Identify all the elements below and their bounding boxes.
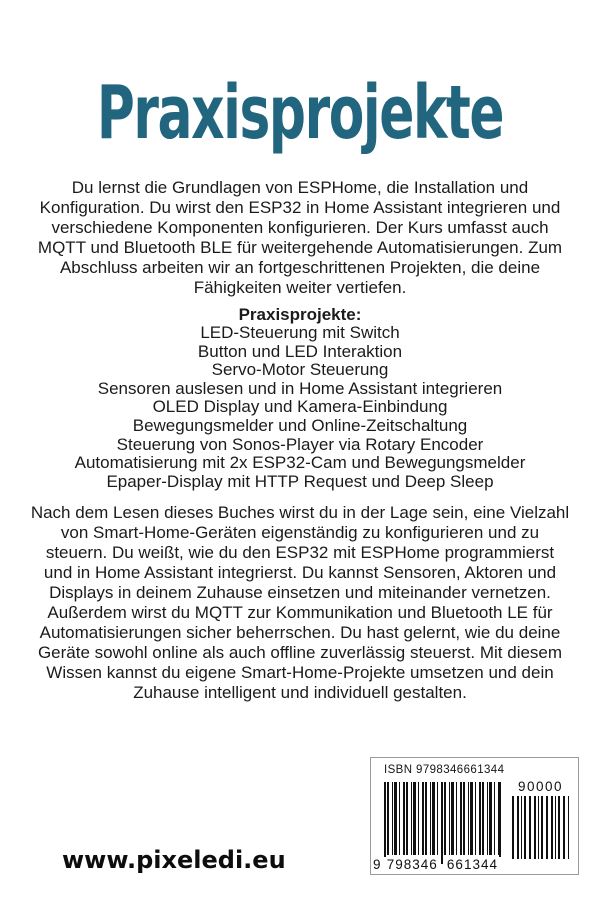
outro-paragraph [30, 503, 570, 703]
barcode-digits [373, 857, 501, 872]
text-line: steuern. Du weißt, wie du den ESP32 mit ESPHome programmierst [45, 543, 555, 563]
barcode-digit-left: 9 [373, 857, 381, 872]
text-line: OLED Display und Kamera-Einbindung [152, 397, 448, 417]
text-line: Displays in deinem Zuhause einsetzen und miteinander vernetzen. [49, 583, 551, 603]
barcode-digit-group2: 661344 [444, 857, 501, 872]
text-line: Geräte sowohl online als auch offline zuverlässig steuerst. Mit diesem [37, 643, 563, 663]
text-line: Fähigkeiten weiter vertiefen. [193, 278, 407, 297]
supplement-barcode [512, 779, 569, 859]
barcode-guard-middle [441, 782, 443, 864]
publisher-website: www.pixeledi.eu [62, 846, 286, 874]
text-line: von Smart-Home-Geräten eigenständig zu konfigurieren und zu [60, 523, 540, 543]
text-line: Außerdem wirst du MQTT zur Kommunikation und Bluetooth LE für [47, 603, 553, 623]
text-line: Du lernst die Grundlagen von ESPHome, die Installation und [71, 178, 529, 197]
projects-list [30, 324, 570, 491]
ean13-barcode [373, 782, 501, 872]
isbn-label: ISBN 9798346661344 [384, 764, 505, 776]
text-line: Wissen kannst du eigene Smart-Home-Projekte umsetzen und dein [46, 663, 554, 683]
text-line: Abschluss arbeiten wir an fortgeschrittenen Projekten, die deine [59, 258, 541, 277]
text-line: verschiedene Komponenten konfigurieren. Der Kurs umfasst auch [51, 218, 549, 237]
book-title: Praxisprojekte [96, 70, 504, 156]
barcode-guard-right [499, 782, 501, 864]
text-line: Automatisierung mit 2x ESP32-Cam und Bewegungsmelder [74, 453, 526, 473]
text-line: Sensoren auslesen und in Home Assistant integrieren [97, 378, 503, 398]
barcode-digit-group1: 798346 [384, 857, 441, 872]
text-line: Nach dem Lesen dieses Buches wirst du in der Lage sein, eine Vielzahl [30, 503, 570, 523]
text-line: LED-Steuerung mit Switch [200, 323, 400, 342]
text-line: MQTT und Bluetooth BLE für weitergehende Automatisierungen. Zum [37, 238, 563, 257]
text-line: Servo-Motor Steuerung [211, 360, 389, 380]
text-line: Epaper-Display mit HTTP Request und Deep Sleep [106, 471, 494, 491]
text-line: Konfiguration. Du wirst den ESP32 in Home Assistant integrieren und [39, 198, 561, 217]
text-line: Steuerung von Sonos-Player via Rotary Encoder [116, 434, 484, 454]
supplement-bars [512, 796, 569, 859]
projects-heading: Praxisprojekte: [238, 305, 362, 324]
text-line: Bewegungsmelder und Online-Zeitschaltung [132, 415, 468, 435]
isbn-barcode-box [370, 757, 579, 875]
text-line: Zuhause intelligent und individuell gestalten. [133, 683, 467, 703]
intro-paragraph [30, 178, 570, 298]
text-line: Button und LED Interaktion [197, 341, 403, 361]
supplement-label: 90000 [517, 779, 564, 794]
barcode-guard-left [384, 782, 386, 864]
text-line: Automatisierungen sicher beherrschen. Du hast gelernt, wie du deine [39, 623, 561, 643]
text-line: und in Home Assistant integrierst. Du kannst Sensoren, Aktoren und [43, 563, 557, 583]
